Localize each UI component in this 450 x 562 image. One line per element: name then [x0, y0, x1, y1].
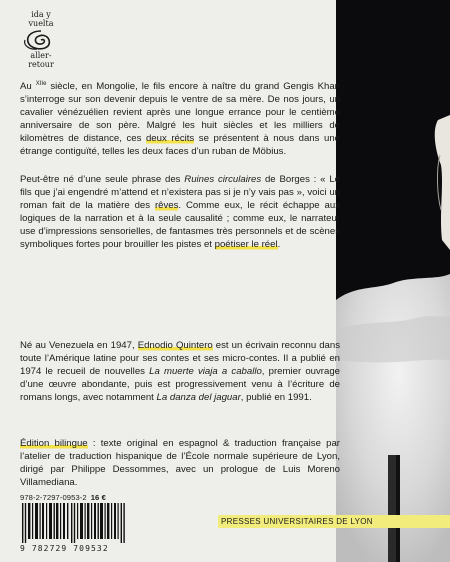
highlight-deux-recits: deux récits	[145, 132, 195, 144]
synopsis-paragraph-1: Au $^{XIIe}$ siècle, en Mongolie, le fils encore à naître du grand Gengis Khan s’interroge sur son devenir depuis le ventre de sa mère. De nos jours, un cavalier vénézuélien revient après une longue errance pour le centième anniversaire de son père. Malgré les huit siècles et les milliers de kilomètres de distance, ces deux récits se présentent à nous dans une étrange contiguïté, telles les deux faces d’un ruban de Möbius.	[20, 80, 340, 157]
barcode-number: 9 782729 709532	[20, 544, 109, 553]
price: 16 €	[90, 493, 106, 502]
barcode	[22, 503, 126, 543]
imprint-logo	[18, 10, 64, 69]
highlight-author-name: Ednodio Quintero	[137, 340, 213, 351]
highlight-edition-bilingue: Édition bilingue	[20, 438, 88, 449]
cover-photo	[336, 0, 450, 562]
isbn-price-line	[20, 493, 106, 502]
title-la-danza: La danza del jaguar	[156, 391, 241, 403]
title-ruines-circulaires: Ruines circulaires	[184, 174, 262, 185]
spiral-icon	[21, 29, 61, 51]
imprint-subtitle: aller-retour	[28, 51, 54, 69]
publisher-band: PRESSES UNIVERSITAIRES DE LYON	[218, 515, 450, 528]
title-la-muerte: La muerte viaja a caballo	[149, 365, 262, 377]
isbn-number: 978-2-7297-0953-2	[20, 493, 87, 502]
author-paragraph: Né au Venezuela en 1947, Ednodio Quintero est un écrivain reconnu dans toute l’Amérique latine pour ses contes et ses micro-contes. Il a publié en 1974 le recueil de nouvelles La muerte viaja a caballo, premier ouvrage d’une œuvre abondante, puis est progressivement venu à l’écriture de romans longs, avec notamment La danza del jaguar, publié en 1991.	[20, 340, 341, 403]
century-numeral: XII	[35, 80, 44, 87]
imprint-title: ida y vuelta	[28, 10, 54, 28]
synopsis-paragraph-2: Peut-être né d’une seule phrase des Ruines circulaires de Borges : « Le fils que j’ai engendré m’attend et n’existera pas si je n’y vais pas », voici un roman fait de la matière des rêves. Comme eux, le récit échappe aux logiques de la narration et à la seule causalité ; comme eux, le narrateur use d’impressions sensorielles, de fantasmes très personnels et de scènes symboliques fortes pour brouiller les pistes et poétiser le réel.	[20, 174, 340, 250]
highlight-poetiser: poétiser le réel	[214, 238, 278, 250]
highlight-reves: rêves	[154, 199, 179, 211]
edition-paragraph: Édition bilingue : texte original en espagnol & traduction française par l’atelier de traduction hispanique de l’École normale supérieure de Lyon, dirigé par Philippe Dessommes, avec un prologue de Luis Moreno Villamediana.	[20, 438, 340, 488]
